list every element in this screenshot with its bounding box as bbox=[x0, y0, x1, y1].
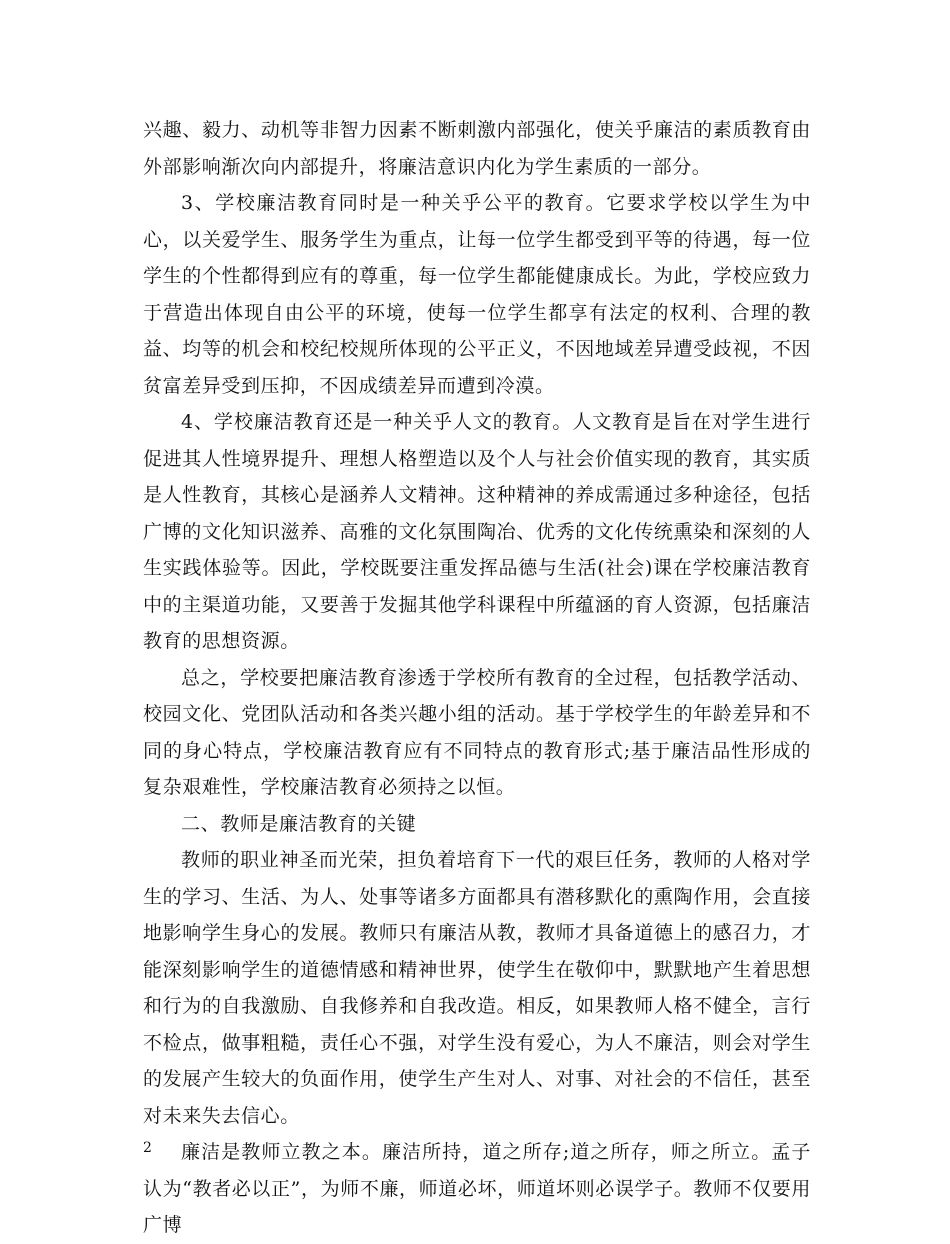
paragraph-humanistic-education: 4、学校廉洁教育还是一种关乎人文的教育。人文教育是旨在对学生进行促进其人性境界提升、理想人格塑造以及个人与社会价值实现的教育，其实质是人性教育，其核心是涵养人文精神。这种精神的养成需通过多种途径，包括广博的文化知识滋养、高雅的文化氛围陶冶、优秀的文化传统熏染和深刻的人生实践体验等。因此，学校既要注重发挥品德与生活(社会)课在学校廉洁教育中的主渠道功能，又要善于发掘其他学科课程中所蕴涵的育人资源，包括廉洁教育的思想资源。 bbox=[143, 411, 811, 652]
page-number: 2 bbox=[143, 1140, 152, 1156]
paragraph-continuation: 兴趣、毅力、动机等非智力因素不断刺激内部强化，使关乎廉洁的素质教育由外部影响渐次向内部提升，将廉洁意识内化为学生素质的一部分。 bbox=[143, 119, 811, 178]
document-body bbox=[143, 112, 811, 1244]
paragraph-summary: 总之，学校要把廉洁教育渗透于学校所有教育的全过程，包括教学活动、校园文化、党团队活动和各类兴趣小组的活动。基于学校学生的年龄差异和不同的身心特点，学校廉洁教育应有不同特点的教育形式;基于廉洁品性形成的复杂艰难性，学校廉洁教育必须持之以恒。 bbox=[143, 666, 811, 798]
paragraph-integrity-foundation: 廉洁是教师立教之本。廉洁所持，道之所存;道之所存，师之所立。孟子认为“教者必以正”，为师不廉，师道必坏，师道坏则必误学子。教师不仅要用广博 bbox=[143, 1141, 811, 1236]
paragraph-teacher-role: 教师的职业神圣而光荣，担负着培育下一代的艰巨任务，教师的人格对学生的学习、生活、为人、处事等诸多方面都具有潜移默化的熏陶作用，会直接地影响学生身心的发展。教师只有廉洁从教，教师才具备道德上的感召力，才能深刻影响学生的道德情感和精神世界，使学生在敬仰中，默默地产生着思想和行为的自我激励、自我修养和自我改造。相反，如果教师人格不健全，言行不检点，做事粗糙，责任心不强，对学生没有爱心，为人不廉洁，则会对学生的发展产生较大的负面作用，使学生产生对人、对事、对社会的不信任，甚至对未来失去信心。 bbox=[143, 849, 811, 1127]
section-heading-teachers: 二、教师是廉洁教育的关键 bbox=[181, 812, 417, 835]
paragraph-fairness-education: 3、学校廉洁教育同时是一种关乎公平的教育。它要求学校以学生为中心，以关爱学生、服务学生为重点，让每一位学生都受到平等的待遇，每一位学生的个性都得到应有的尊重，每一位学生都能健康成长。为此，学校应致力于营造出体现自由公平的环境，使每一位学生都享有法定的权利、合理的教益、均等的机会和校纪校规所体现的公平正义，不因地域差异遭受歧视，不因贫富差异受到压抑，不因成绩差异而遭到冷漠。 bbox=[143, 192, 811, 397]
